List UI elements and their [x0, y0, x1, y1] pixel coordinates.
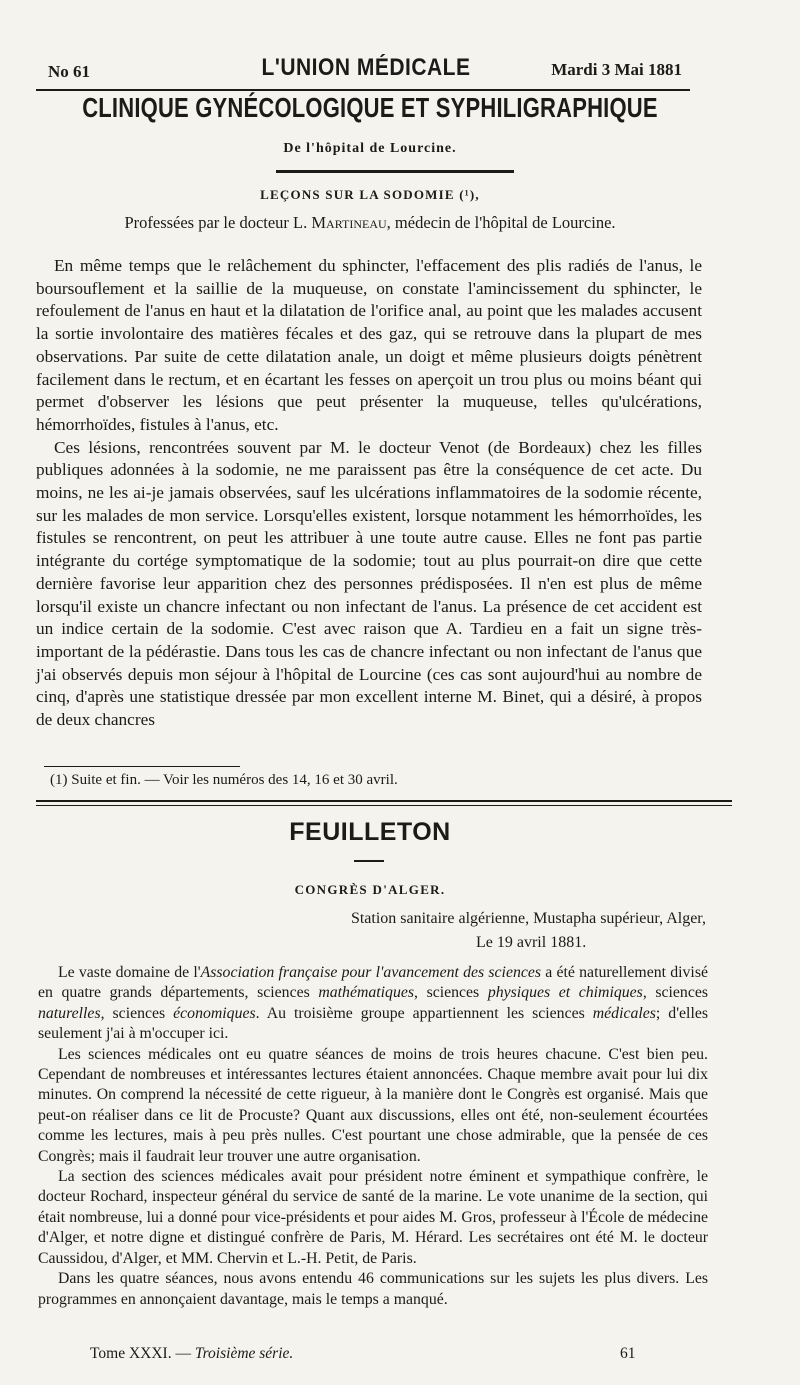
text-run: ; d'elles seulement j'ai à m'occuper ici. [38, 1004, 708, 1043]
professor-suffix: , médecin de l'hôpital de Lourcine. [386, 213, 616, 232]
text-run-italic: économiques [173, 1004, 256, 1022]
article-body [36, 255, 702, 732]
article-paragraph: En même temps que le relâchement du sphincter, l'effacement des plis radiés de l'anus, le boursouflement et la saillie de la muqueuse, on constate l'amincissement du sphincter, le refoulement de l'anus en haut et la dilatation de l'orifice anal, au point que les malades accusent la sortie involontaire des matières fécales et des gaz, qui se retrouve dans la plupart de mes observations. Par suite de cette dilatation anale, un doigt et même plusieurs doigts pénètrent facilement dans le rectum, et en écartant les fesses on aperçoit un trou plus ou moins béant qui permet d'observer les lésions que peut présenter la muqueuse, telles qu'ulcérations, hémorrhoïdes, fistules à l'anus, etc. [36, 256, 702, 434]
issue-number: No 61 [48, 62, 91, 81]
text-run-italic: médicales [592, 1004, 656, 1022]
feuilleton-rule-bottom [36, 805, 732, 806]
text-run-italic: naturelles [38, 1004, 101, 1022]
footnote: (1) Suite et fin. — Voir les numéros des 14, 16 et 30 avril. [50, 772, 398, 788]
text-run: , sciences [100, 1004, 174, 1022]
text-run-italic: Association française pour l'avancement des sciences [200, 964, 542, 981]
subtitle-rule [276, 170, 514, 173]
footnote-rule [44, 766, 240, 767]
text-run-italic: physiques et chimiques [487, 984, 643, 1002]
feuilleton-paragraph: Les sciences médicales ont eu quatre séances de moins de trois heures chacune. C'est bien peu. Cependant de nombreuses et intéressantes lectures étaient annoncées. Chaque membre avait pour lui dix minutes. On comprend la nécessité de cette rigueur, à la manière dont le Congrès est organisé. Mais que peut-on réaliser dans ce lit de Procuste? Quant aux discussions, elles ont été, non-seulement écourtées comme les lectures, mais à peu près nulles. C'est pourtant une chose admirable, que la pensée de ces Congrès; mais il faudrait leur trouver une autre organisation. [38, 1045, 708, 1165]
feuilleton-title-rule [354, 860, 384, 862]
feuilleton-paragraph: Dans les quatre séances, nous avons entendu 46 communications sur les sujets les plus divers. Les programmes en annonçaient davantage, mais le temps a manqué. [38, 1270, 708, 1308]
professor-name: Martineau [311, 213, 387, 232]
article-paragraph: Ces lésions, rencontrées souvent par M. le docteur Venot (de Bordeaux) chez les filles publiques adonnées à la sodomie, ne me paraissent pas être la conséquence de cet acte. Du moins, ne les ai-je jamais observées, sauf les ulcérations inflammatoires de la sodomie récente, sur les malades de mon service. Lorsqu'elles existent, lorsque notamment les hémorrhoïdes, les fistules se rencontrent, on peut les attribuer à une toute autre cause. Elles ne font pas partie intégrante du cortége symptomatique de la sodomie; tout au plus pourrait-on dire que cette dernière favorise leur apparition chez des personnes prédisposées. Il n'en est plus de même lorsqu'il existe un chancre infectant ou non infectant de l'anus. La présence de cet accident est un indice certain de la sodomie. C'est avec raison que A. Tardieu en a fait un signe très-important de la pédérastie. Dans tous les cas de chancre infectant ou non infectant de l'anus que j'ai observés depuis mon séjour à l'hôpital de Lourcine (ces cas sont aujourd'hui au nombre de cinq, d'après une statistique dressée par mon excellent interne M. Binet, qui a désiré, à propos de deux chancres [36, 437, 702, 730]
header-rule [36, 89, 690, 91]
text-run: a été naturellement divisé en quatre grands départements, sciences [38, 964, 708, 1002]
text-run: Le vaste domaine de l' [58, 964, 201, 981]
professor-prefix: Professées par le docteur L. [124, 213, 312, 232]
lecture-title: LEÇONS SUR LA SODOMIE (¹), [260, 187, 480, 202]
page-number: 61 [620, 1345, 636, 1362]
professor-line [0, 213, 740, 233]
volume-info [90, 1345, 293, 1363]
congress-title: CONGRÈS D'ALGER. [294, 882, 446, 897]
feuilleton-rule-top [36, 800, 732, 802]
letter-date: Le 19 avril 1881. [476, 934, 587, 951]
feuilleton-body [38, 963, 708, 1310]
location-line: Station sanitaire algérienne, Mustapha supérieur, Alger, [350, 910, 706, 927]
text-run: . Au troisième groupe appartiennent les sciences [255, 1004, 593, 1022]
volume-series: Troisième série. [194, 1345, 294, 1362]
page-header [48, 52, 684, 86]
issue-date: Mardi 3 Mai 1881 [551, 60, 682, 79]
feuilleton-title: FEUILLETON [289, 818, 451, 846]
journal-title: L'UNION MÉDICALE [261, 54, 471, 81]
article-subtitle: De l'hôpital de Lourcine. [283, 141, 457, 156]
feuilleton-paragraph: La section des sciences médicales avait pour président notre éminent et sympathique confrère, le docteur Rochard, inspecteur général du service de santé de la marine. Le vote unanime de la section, qui était nombreuse, lui a donné pour vice-présidents et pour aides M. Gros, professeur à l'École de médecine d'Alger, et notre digne et distingué confrère de Paris, M. Hérard. Les secrétaires ont été M. le docteur Caussidou, d'Alger, et MM. Chervin et L.-H. Petit, de Paris. [38, 1168, 708, 1267]
volume-prefix: Tome XXXI. — [90, 1345, 195, 1362]
article-title: CLINIQUE GYNÉCOLOGIQUE ET SYPHILIGRAPHIQUE [82, 91, 658, 123]
text-run-italic: mathématiques [318, 984, 415, 1002]
text-run: , sciences [642, 984, 709, 1002]
feuilleton-paragraph [38, 963, 708, 1045]
text-run: , sciences [414, 984, 488, 1002]
